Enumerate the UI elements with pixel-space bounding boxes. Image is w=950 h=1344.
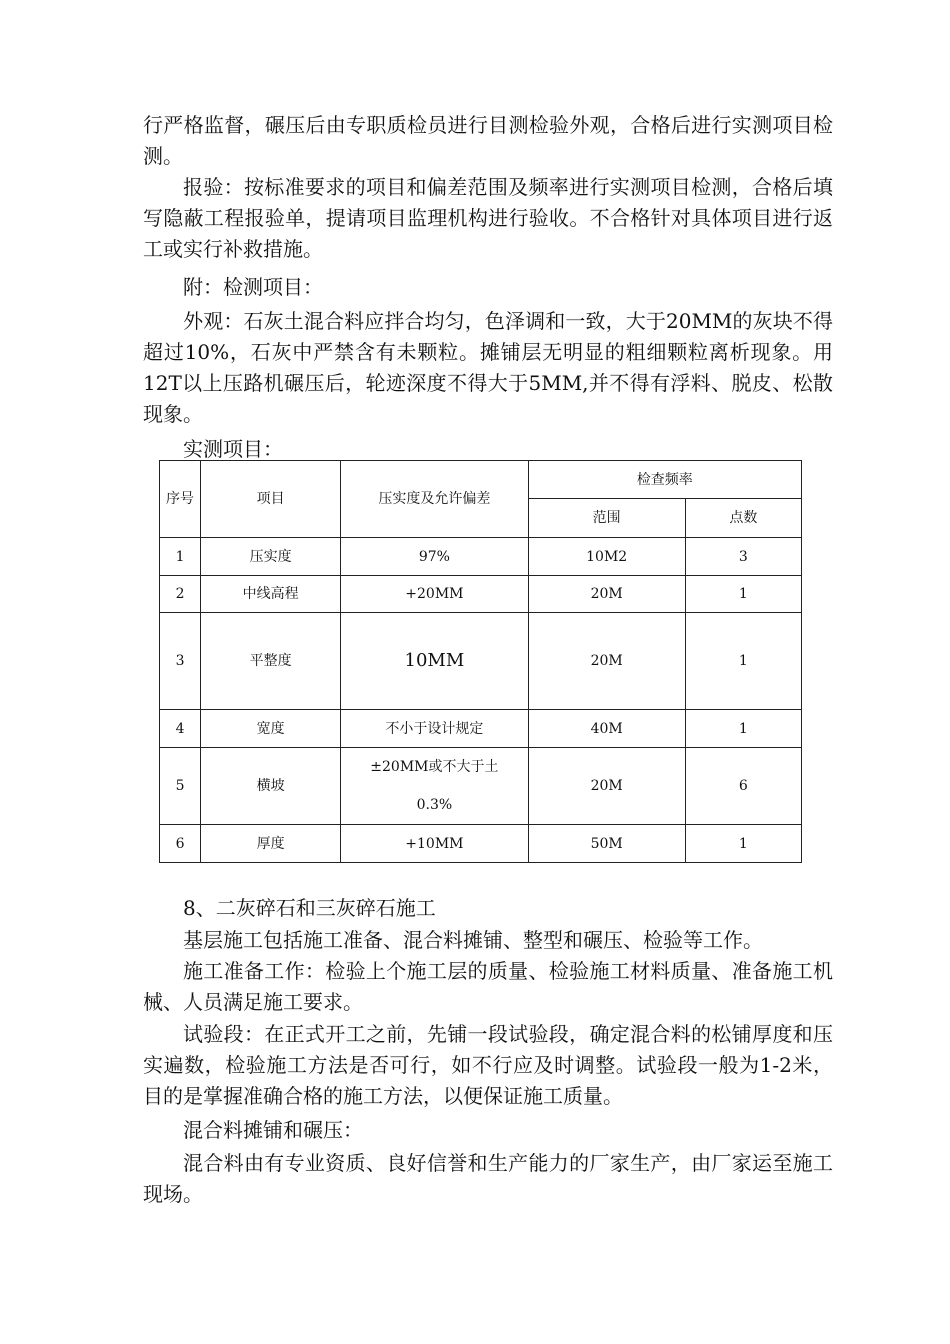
paragraph-paving-heading: 混合料摊铺和碾压： (183, 1118, 363, 1142)
cell-seq: 5 (160, 748, 201, 825)
table-row (160, 825, 802, 863)
table-row (160, 748, 802, 825)
cell-points: 3 (685, 538, 801, 576)
measured-items-table (159, 460, 802, 863)
cell-item: 横坡 (201, 748, 341, 825)
table-row (160, 576, 802, 613)
cell-seq: 1 (160, 538, 201, 576)
header-item: 项目 (201, 461, 341, 538)
cell-item: 厚度 (201, 825, 341, 863)
cell-points: 1 (685, 825, 801, 863)
paragraph-base-construction: 基层施工包括施工准备、混合料摊铺、整型和碾压、检验等工作。 (183, 928, 763, 952)
cell-tolerance: 10MM (341, 613, 528, 710)
cell-tolerance: 不小于设计规定 (341, 710, 528, 748)
cell-range: 20M (528, 576, 685, 613)
cell-item: 平整度 (201, 613, 341, 710)
cell-item: 中线高程 (201, 576, 341, 613)
cell-range: 50M (528, 825, 685, 863)
cell-seq: 6 (160, 825, 201, 863)
cell-tolerance: +20MM (341, 576, 528, 613)
table-row (160, 710, 802, 748)
paragraph-appearance: 外观：石灰土混合料应拌合均匀，色泽调和一致，大于20MM的灰块不得超过10%，石灰中严禁含有未颗粒。摊铺层无明显的粗细颗粒离析现象。用12T以上压路机碾压后，轮迹深度不得大于5MM,并不得有浮料、脱皮、松散现象。 (143, 309, 833, 426)
cell-points: 6 (685, 748, 801, 825)
paragraph-report-check: 报验：按标准要求的项目和偏差范围及频率进行实测项目检测，合格后填写隐蔽工程报验单，提请项目监理机构进行验收。不合格针对具体项目进行返工或实行补救措施。 (143, 175, 833, 261)
cell-tolerance: +10MM (341, 825, 528, 863)
cell-range: 20M (528, 613, 685, 710)
header-seq: 序号 (160, 461, 201, 538)
cell-tolerance: 97% (341, 538, 528, 576)
header-points: 点数 (685, 499, 801, 538)
table-row (160, 538, 802, 576)
table-header-row (160, 461, 802, 499)
cell-points: 1 (685, 576, 801, 613)
cell-item: 压实度 (201, 538, 341, 576)
section-heading-8: 8、二灰碎石和三灰碎石施工 (183, 896, 436, 920)
paragraph-preparation: 施工准备工作：检验上个施工层的质量、检验施工材料质量、准备施工机械、人员满足施工要求。 (143, 959, 833, 1014)
cell-points: 1 (685, 613, 801, 710)
cell-range: 20M (528, 748, 685, 825)
header-frequency: 检查频率 (528, 461, 801, 499)
cell-range: 10M2 (528, 538, 685, 576)
cell-seq: 4 (160, 710, 201, 748)
paragraph-inspection-note: 行严格监督，碾压后由专职质检员进行目测检验外观，合格后进行实测项目检测。 (143, 113, 833, 168)
paragraph-trial-section: 试验段：在正式开工之前，先铺一段试验段，确定混合料的松铺厚度和压实遍数，检验施工方法是否可行，如不行应及时调整。试验段一般为1-2米，目的是掌握准确合格的施工方法，以便保证施工质量。 (143, 1022, 833, 1108)
table-row (160, 613, 802, 710)
cell-points: 1 (685, 710, 801, 748)
paragraph-appendix-heading: 附：检测项目： (183, 275, 323, 299)
paragraph-mixture-supply: 混合料由有专业资质、良好信誉和生产能力的厂家生产，由厂家运至施工现场。 (143, 1151, 833, 1206)
cell-range: 40M (528, 710, 685, 748)
paragraph-measured-items-heading: 实测项目： (183, 437, 283, 461)
header-tolerance: 压实度及允许偏差 (341, 461, 528, 538)
header-range: 范围 (528, 499, 685, 538)
cell-item: 宽度 (201, 710, 341, 748)
cell-tolerance: ±20MM或不大于土0.3% (341, 748, 528, 825)
cell-seq: 2 (160, 576, 201, 613)
cell-seq: 3 (160, 613, 201, 710)
